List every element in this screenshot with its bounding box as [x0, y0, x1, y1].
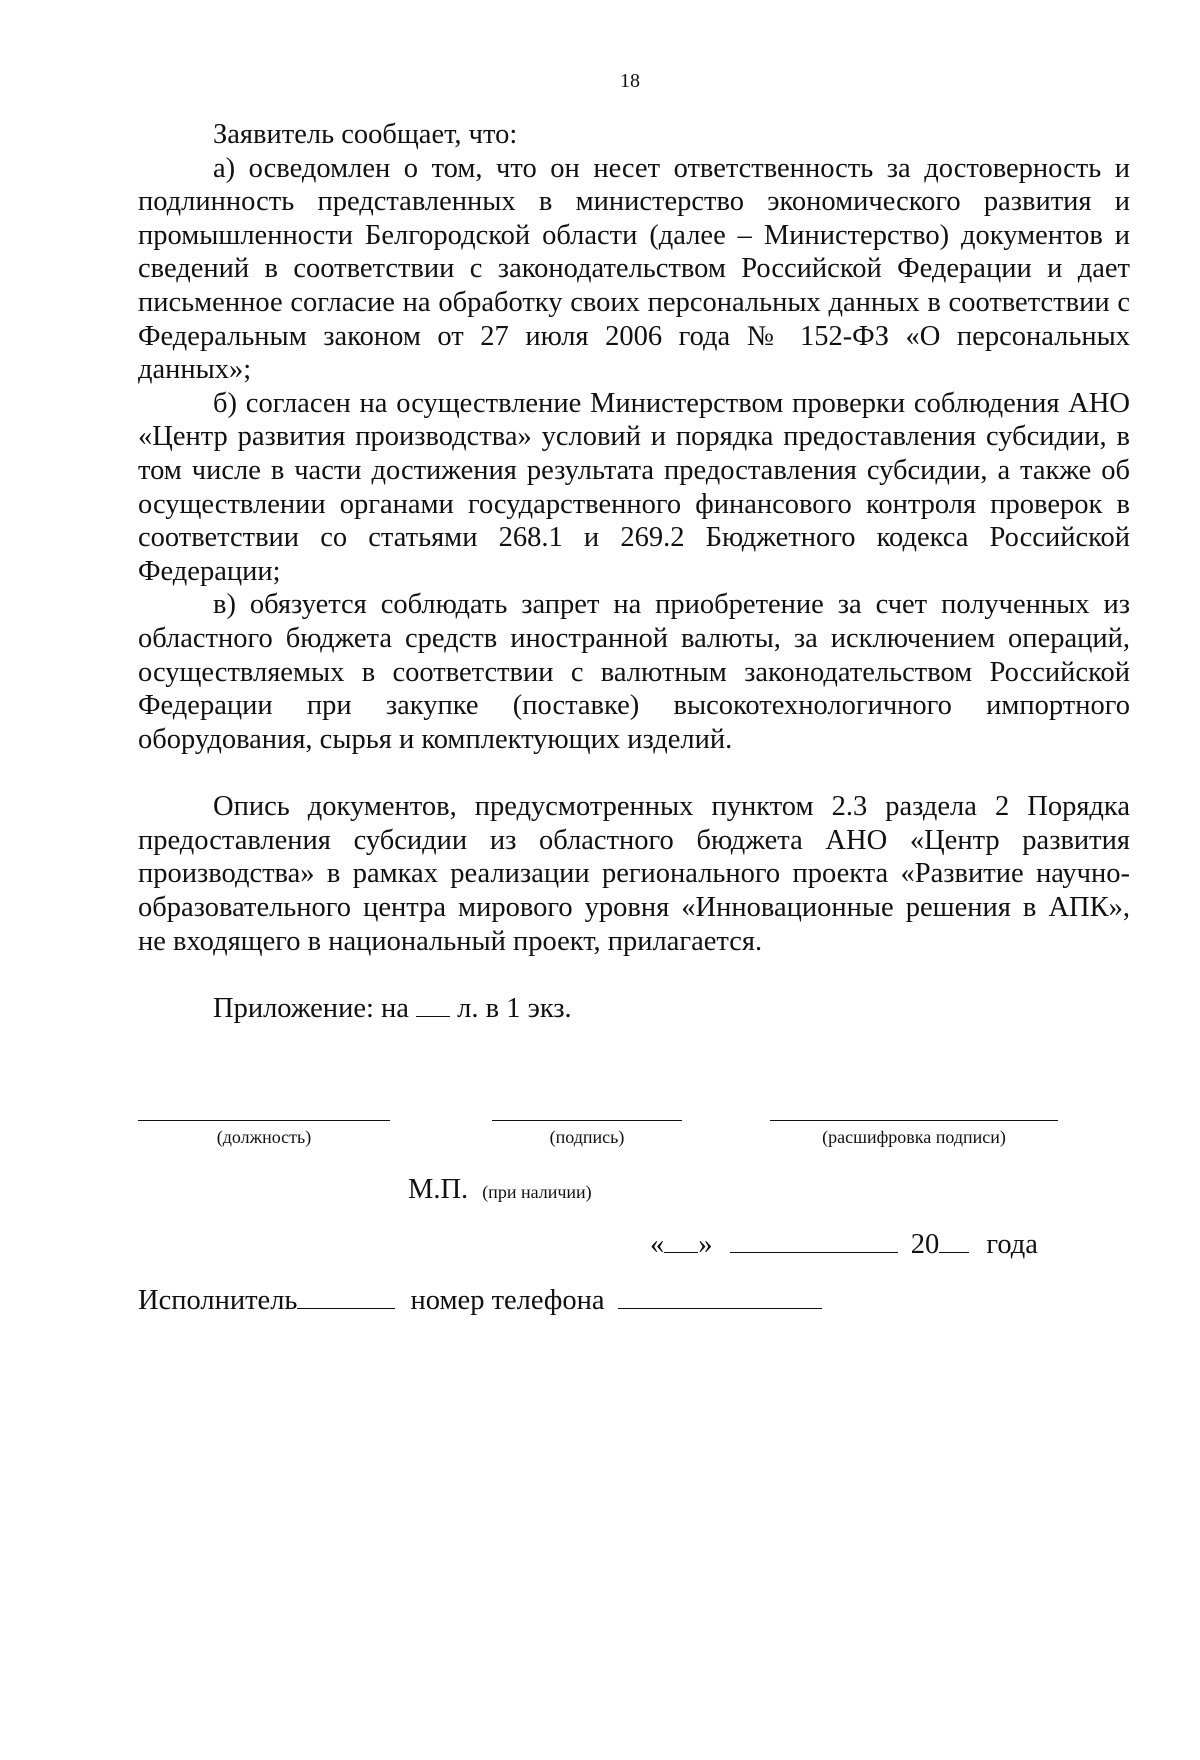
stamp-note: (при наличии): [482, 1182, 592, 1202]
signature-caption: (подпись): [549, 1127, 625, 1147]
spacer: [138, 958, 1130, 992]
executor-row: [138, 1284, 822, 1317]
phone-blank: [618, 1284, 822, 1309]
inventory-paragraph: Опись документов, предусмотренных пунктом 2.3 раздела 2 Порядка предоставления субсидии из областного бюджета АНО «Центр развития производства» в рамках реализации регионального проекта «Развитие научно-образовательного центра мирового уровня «Инновационные решения в АПК», не входящего в национальный проект, прилагается.: [138, 791, 1130, 957]
month-blank: [730, 1228, 898, 1253]
stamp-label: М.П.: [408, 1174, 469, 1205]
signature-line: [492, 1120, 682, 1121]
position-field: [138, 1120, 390, 1148]
stamp-row: [408, 1174, 592, 1206]
decoding-line: [770, 1120, 1058, 1121]
signature-block: [0, 1120, 1200, 1160]
date-close-quote: »: [698, 1229, 713, 1260]
attachment-pages-blank: [416, 992, 450, 1017]
item-b-paragraph: б) согласен на осуществление Министерством проверки соблюдения АНО «Центр развития производства» условий и порядка предоставления субсидии, в том числе в части достижения результата предоставления субсидии, а также об осуществлении органами государственного финансового контроля проверок в соответствии со статьями 268.1 и 269.2 Бюджетного кодекса Российской Федерации;: [138, 387, 1130, 587]
day-blank: [664, 1228, 698, 1253]
date-century: 20: [910, 1229, 940, 1260]
signature-field: [492, 1120, 682, 1148]
year-blank: [939, 1228, 969, 1253]
executor-blank: [297, 1284, 395, 1309]
item-c-paragraph: в) обязуется соблюдать запрет на приобретение за счет полученных из областного бюджета средств иностранной валюты, за исключением операций, осуществляемых в соответствии с валютным законодательством Российской Федерации при закупке (поставке) высокотехнологичного импортного оборудования, сырья и комплектующих изделий.: [138, 589, 1130, 755]
attachment-prefix: Приложение: на: [213, 993, 409, 1025]
page-number: 18: [620, 70, 640, 92]
executor-label: Исполнитель: [138, 1285, 298, 1316]
spacer: [138, 756, 1130, 790]
position-caption: (должность): [216, 1127, 312, 1147]
attachment-suffix: л. в 1 экз.: [457, 993, 572, 1025]
decoding-field: [770, 1120, 1058, 1148]
attachment-line: [138, 992, 1130, 1026]
phone-label: номер телефона: [410, 1285, 605, 1316]
intro-paragraph: Заявитель сообщает, что:: [213, 119, 518, 150]
date-year-word: года: [986, 1229, 1038, 1260]
decoding-caption: (расшифровка подписи): [822, 1127, 1006, 1147]
position-line: [138, 1120, 390, 1121]
document-body: [138, 118, 1130, 1026]
item-a-paragraph: а) осведомлен о том, что он несет ответственность за достоверность и подлинность представленных в министерство экономического развития и промышленности Белгородской области (далее – Министерство) документов и сведений в соответствии с законодательством Российской Федерации и дает письменное согласие на обработку своих персональных данных в соответствии с Федеральным законом от 27 июля 2006 года № 152-ФЗ «О персональных данных»;: [138, 152, 1130, 386]
date-row: [650, 1228, 1038, 1261]
date-open-quote: «: [650, 1229, 665, 1260]
